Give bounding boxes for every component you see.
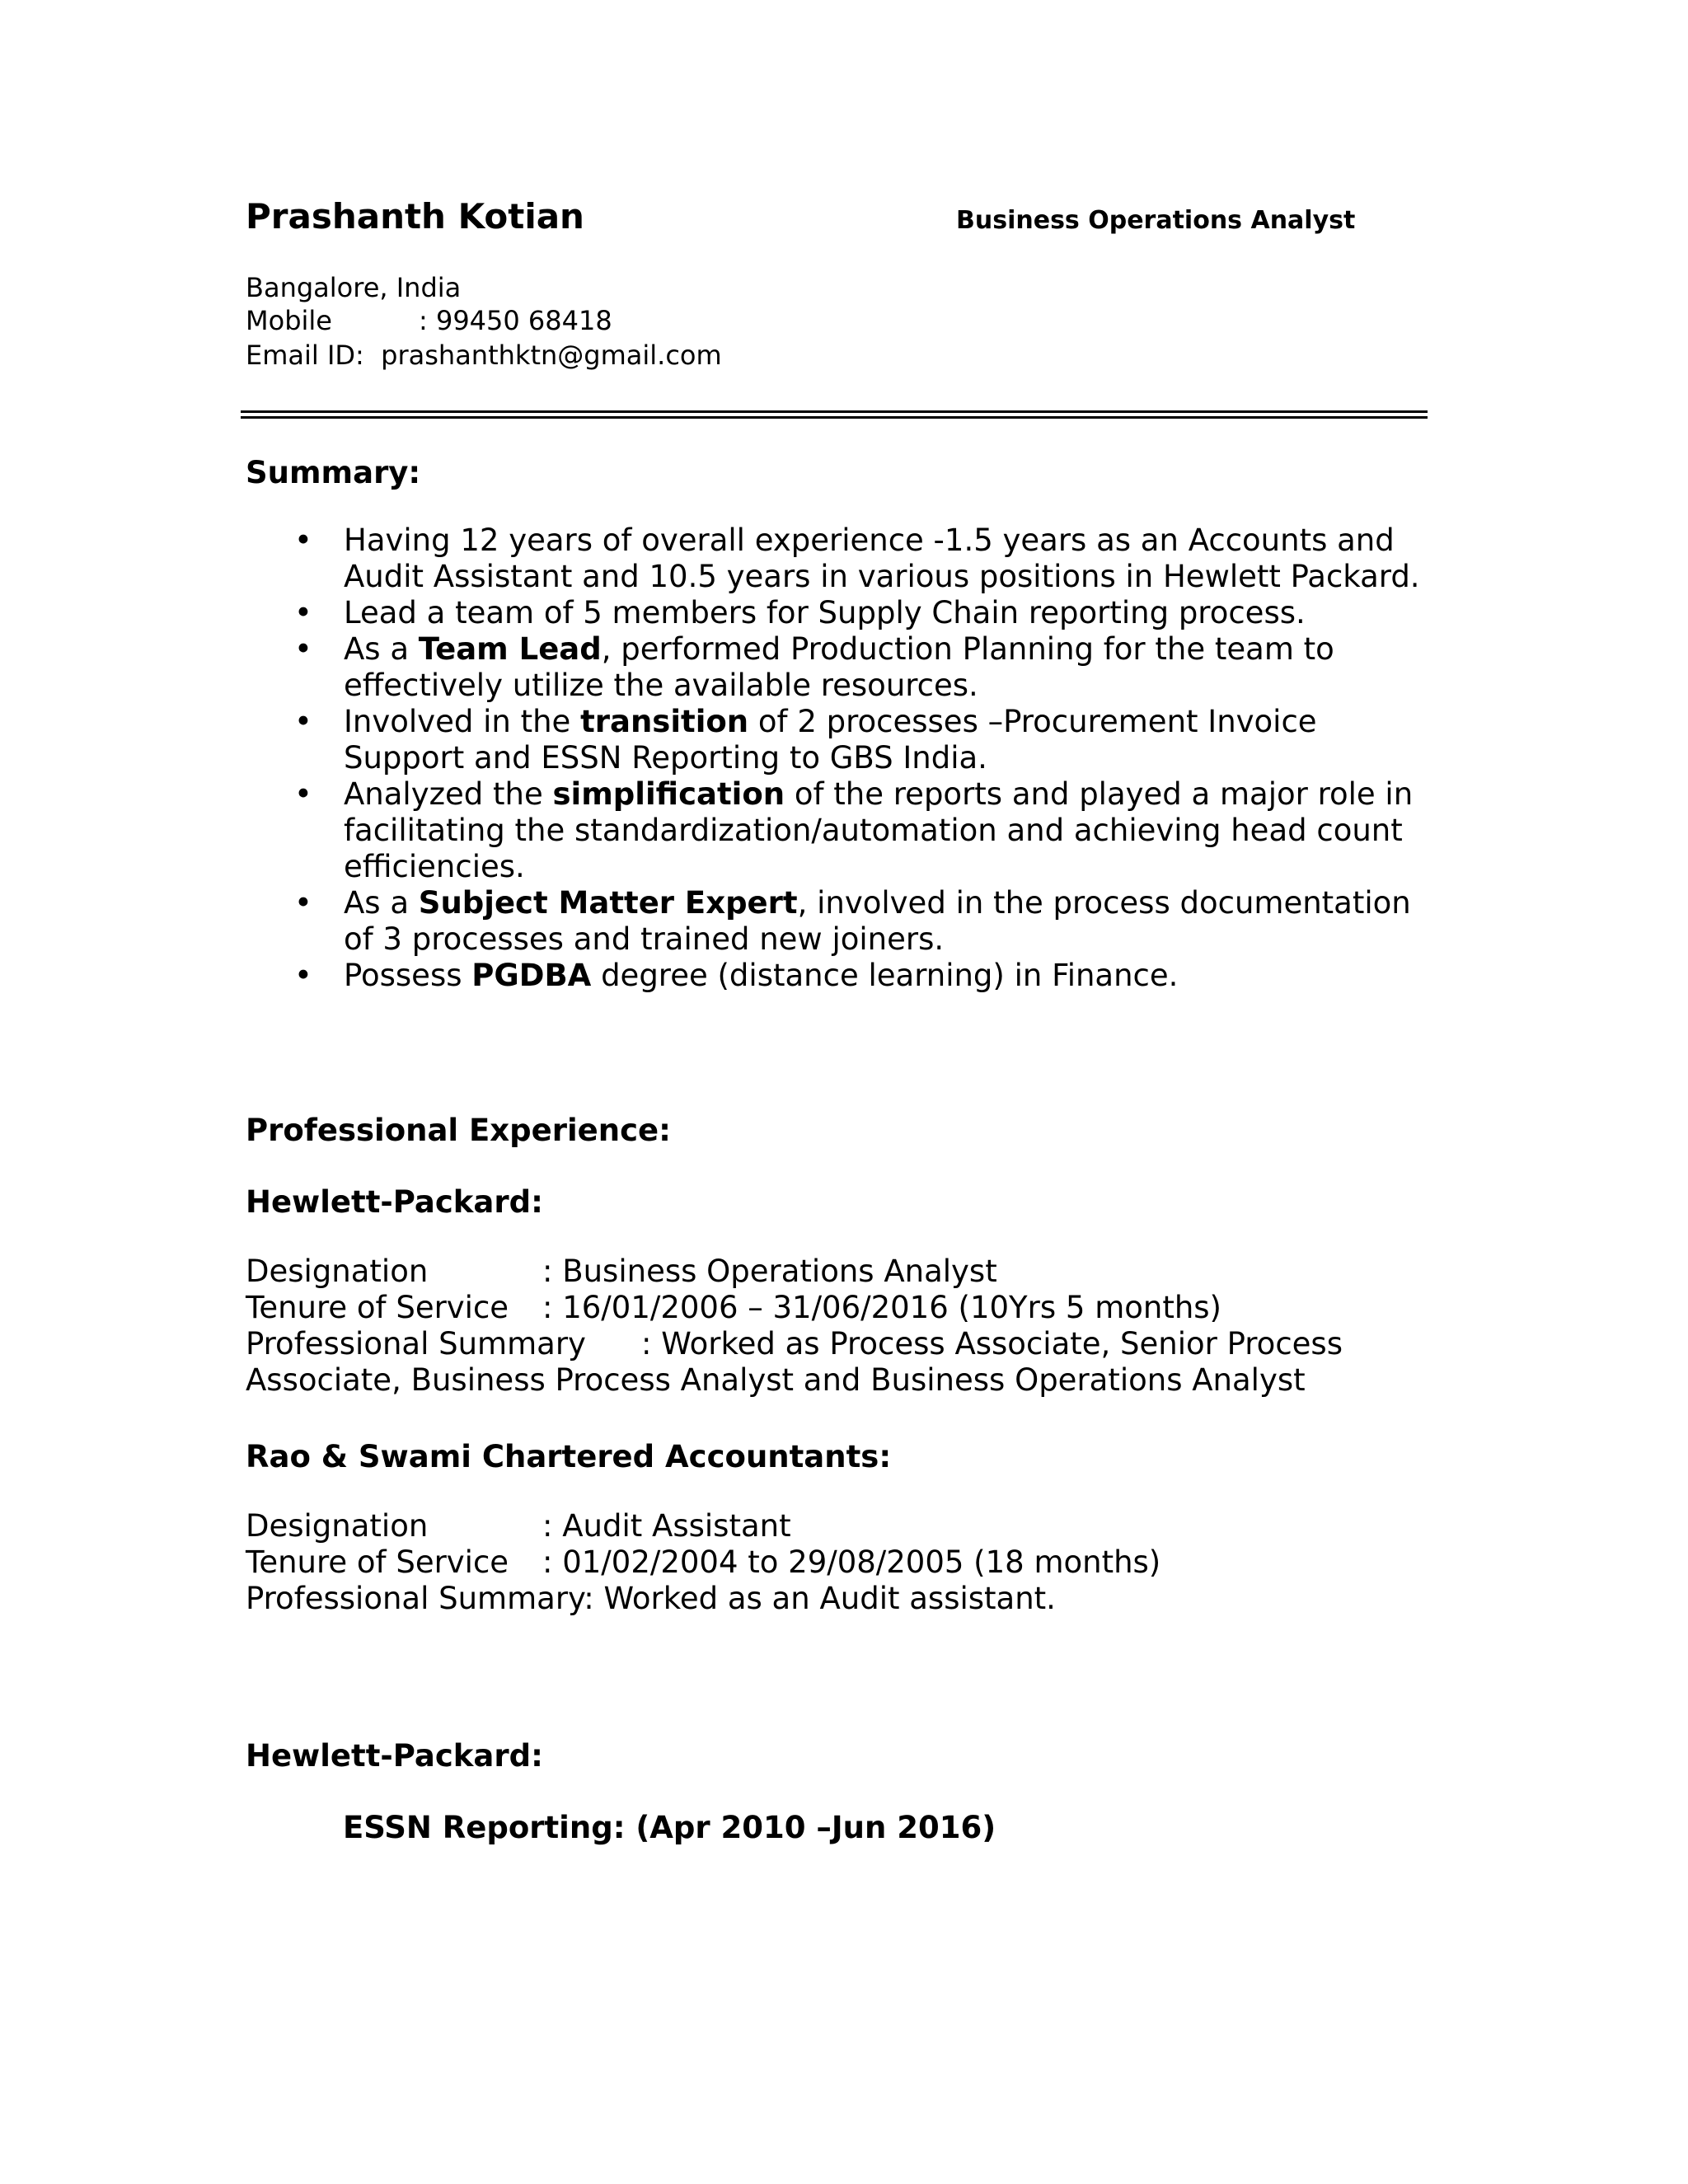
bullet-icon: • [294,595,312,630]
bullet-icon: • [294,631,312,667]
bullet-icon: • [294,704,312,739]
location: Bangalore, India [246,272,462,303]
rao-summary: Professional Summary: Worked as an Audit assistant. [246,1581,1056,1616]
summary-item: • Having 12 years of overall experience -1.5 years as an Accounts and Audit Assistant and 10.5 years in various positions in Hewlett Packard. [294,523,1420,594]
hp-tenure [246,1290,1221,1326]
email-value: prashanthktn@gmail.com [381,340,722,371]
tenure-value: : 01/02/2004 to 29/08/2005 (18 months) [542,1544,1161,1580]
hp-heading: Hewlett-Packard: [246,1184,543,1220]
designation-value: : Audit Assistant [542,1508,791,1544]
mobile-value: : 99450 68418 [419,305,612,336]
header-divider-top [241,410,1428,413]
experience-heading: Professional Experience: [246,1113,671,1148]
bullet-icon: • [294,958,312,993]
candidate-name: Prashanth Kotian [246,196,584,237]
email-label: Email ID: [246,340,364,371]
hp-summary [246,1326,1343,1362]
bullet-icon: • [294,776,312,812]
summary-item: • Involved in the transition of 2 processes –Procurement Invoice Support and ESSN Reporting to GBS India. [294,704,1317,776]
summary-item: • As a Subject Matter Expert, involved in the process documentation of 3 processes and trained new joiners. [294,885,1411,957]
header-divider-bottom [241,416,1428,419]
mobile-label: Mobile [246,305,332,336]
rao-tenure [246,1544,1160,1581]
candidate-role: Business Operations Analyst [956,206,1356,235]
tenure-value: : 16/01/2006 – 31/06/2016 (10Yrs 5 months) [542,1290,1221,1325]
mobile-line [246,305,612,336]
summary-item: • Lead a team of 5 members for Supply Chain reporting process. [294,595,1306,630]
summary-item: • Analyzed the simplification of the reports and played a major role in facilitating the standardization/automation and achieving head count efficiencies. [294,776,1414,884]
projects-hp-heading: Hewlett-Packard: [246,1738,543,1774]
summary-item: • As a Team Lead, performed Production Planning for the team to effectively utilize the available resources. [294,631,1334,703]
summary-heading: Summary: [246,455,421,490]
hp-designation [246,1254,997,1290]
email-line [246,340,722,371]
summary-list [293,523,1447,994]
tenure-label: Tenure of Service [246,1544,509,1580]
bullet-icon: • [294,885,312,921]
hp-summary-cont: Associate, Business Process Analyst and Business Operations Analyst [246,1362,1306,1398]
bullet-icon: • [294,523,312,558]
designation-label: Designation [246,1508,429,1544]
essn-heading: ESSN Reporting: (Apr 2010 –Jun 2016) [343,1810,996,1845]
summary-item: • Possess PGDBA degree (distance learning) in Finance. [294,958,1179,993]
summary-label: Professional Summary [246,1326,586,1361]
rao-designation [246,1508,791,1544]
summary-value: : Worked as Process Associate, Senior Process [641,1326,1343,1361]
rao-heading: Rao & Swami Chartered Accountants: [246,1439,892,1474]
designation-value: : Business Operations Analyst [542,1254,997,1289]
tenure-label: Tenure of Service [246,1290,509,1325]
designation-label: Designation [246,1254,429,1289]
